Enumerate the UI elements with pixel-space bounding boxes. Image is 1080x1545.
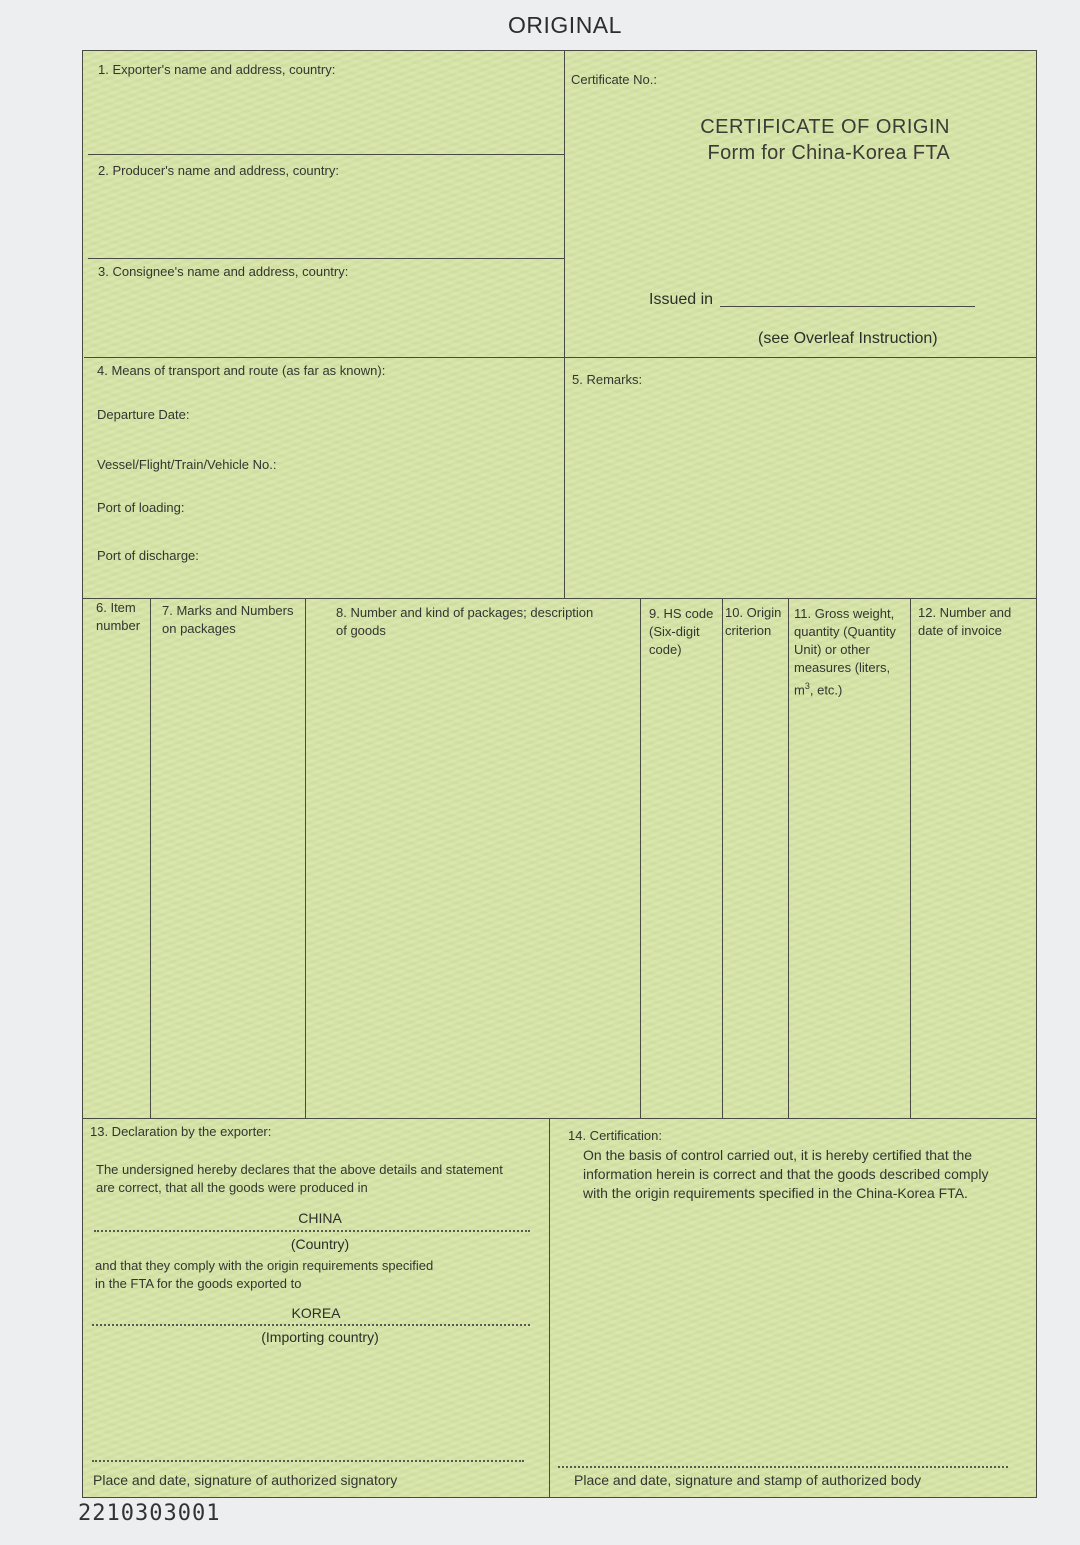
departure-date-label: Departure Date: — [97, 407, 190, 422]
divider — [88, 154, 564, 155]
exporter-signature-label: Place and date, signature of authorized signatory — [93, 1472, 398, 1488]
country-dotted-line — [94, 1230, 530, 1232]
divider — [910, 598, 911, 1118]
importing-country-caption: (Importing country) — [261, 1329, 379, 1345]
certification-text: On the basis of control carried out, it is hereby certified that the information herein is correct and that the goods described comply with the origin requirements specified in the China-Korea FTA. — [583, 1147, 989, 1201]
divider — [640, 598, 641, 1118]
divider — [150, 598, 151, 1118]
exporter-label: 1. Exporter's name and address, country: — [98, 62, 336, 77]
divider — [88, 258, 564, 259]
declaration-title: 13. Declaration by the exporter: — [90, 1124, 272, 1139]
issued-in-line — [720, 306, 975, 307]
divider — [549, 1118, 550, 1498]
remarks-label: 5. Remarks: — [572, 372, 643, 387]
exporter-signature-line — [92, 1460, 524, 1462]
divider — [788, 598, 789, 1118]
consignee-label: 3. Consignee's name and address, country: — [98, 264, 349, 279]
overleaf-note: (see Overleaf Instruction) — [758, 330, 938, 347]
issued-in-label: Issued in — [649, 291, 714, 308]
port-loading-label: Port of loading: — [97, 500, 185, 515]
divider — [82, 1118, 1036, 1119]
declaration-text: The undersigned hereby declares that the above details and statement are correct, that all the goods were produced in — [96, 1162, 503, 1195]
authority-signature-label: Place and date, signature and stamp of authorized body — [574, 1472, 922, 1488]
gross-weight-header: 11. Gross weight, quantity (Quantity Unit) or other measures (liters, $m^3$, etc.) — [794, 606, 896, 698]
importing-dotted-line — [92, 1324, 530, 1326]
description-header: 8. Number and kind of packages; description of goods — [336, 605, 594, 638]
declaration-text-2: and that they comply with the origin requirements specified in the FTA for the goods exported to — [95, 1258, 434, 1291]
divider — [84, 357, 1036, 358]
importing-country-value: KOREA — [291, 1305, 341, 1321]
marks-header: 7. Marks and Numbers on packages — [162, 603, 294, 636]
original-heading: ORIGINAL — [508, 12, 622, 38]
item-number-header: 6. Item number — [96, 600, 141, 633]
country-caption: (Country) — [290, 1236, 350, 1252]
certificate-no-label: Certificate No.: — [571, 72, 657, 87]
port-discharge-label: Port of discharge: — [97, 548, 199, 563]
certification-title: 14. Certification: — [568, 1128, 662, 1143]
hs-code-header: 9. HS code (Six-digit code) — [649, 606, 714, 657]
divider — [83, 598, 1036, 599]
origin-criterion-header: 10. Origin criterion — [725, 605, 782, 638]
vessel-label: Vessel/Flight/Train/Vehicle No.: — [97, 457, 277, 472]
certificate-title: CERTIFICATE OF ORIGIN — [700, 116, 950, 138]
serial-number: 2210303001 — [78, 1501, 221, 1526]
certificate-subtitle: Form for China-Korea FTA — [707, 142, 950, 164]
divider — [722, 598, 723, 1118]
producer-label: 2. Producer's name and address, country: — [98, 163, 339, 178]
transport-label: 4. Means of transport and route (as far as known): — [97, 363, 386, 378]
country-value: CHINA — [298, 1210, 342, 1226]
invoice-header: 12. Number and date of invoice — [918, 605, 1012, 638]
authority-signature-line — [558, 1466, 1008, 1468]
divider — [305, 598, 306, 1118]
